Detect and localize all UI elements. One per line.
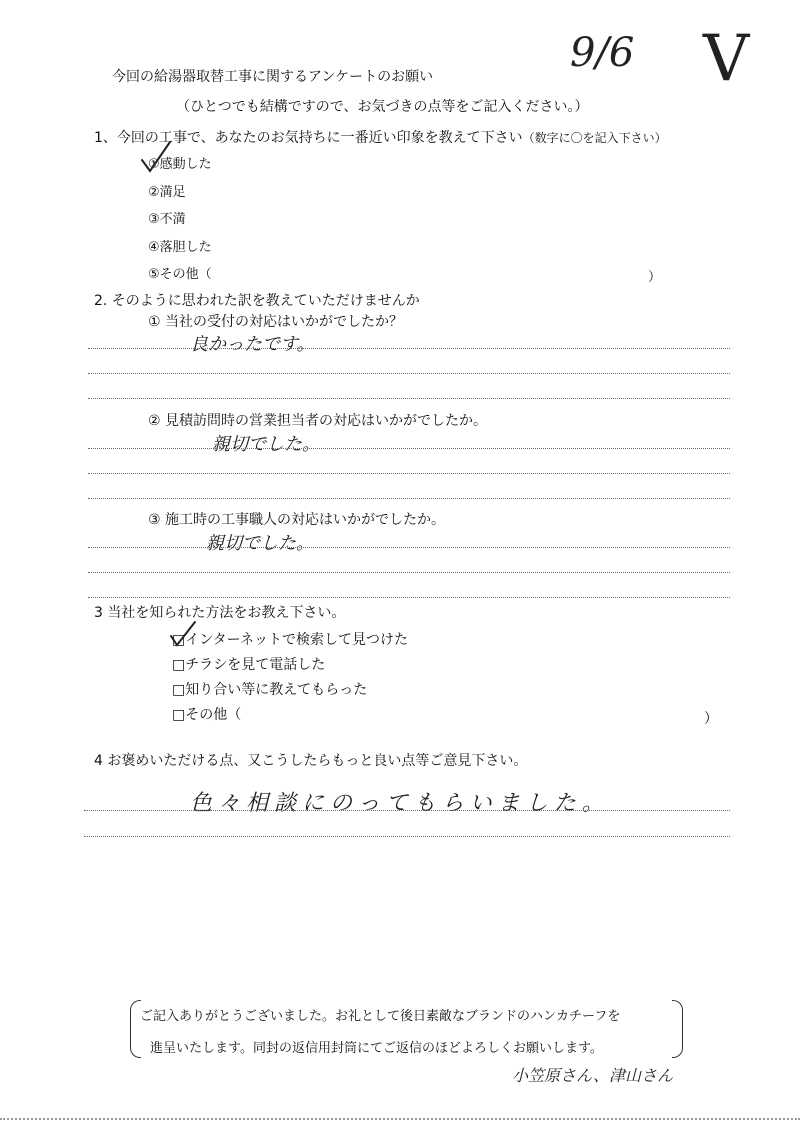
answer-line xyxy=(88,373,730,374)
answer-line xyxy=(88,547,730,548)
q1-question-text: 1、今回の工事で、あなたのお気持ちに一番近い印象を教えて下さい xyxy=(94,130,523,146)
q1-option-3[interactable]: ③不満 xyxy=(148,212,186,227)
survey-title: 今回の給湯器取替工事に関するアンケートのお願い xyxy=(112,69,434,85)
q2-sub2-question: ② 見積訪問時の営業担当者の対応はいかがでしたか。 xyxy=(148,413,487,429)
q3-option-3[interactable]: □知り合い等に教えてもらった xyxy=(172,682,368,698)
footer-bracket-right xyxy=(672,1000,683,1058)
q2-sub1-answer[interactable]: 良かったです。 xyxy=(190,334,315,355)
answer-line xyxy=(88,572,730,573)
q2-sub2-answer[interactable]: 親切でした。 xyxy=(212,434,320,455)
answer-line xyxy=(88,398,730,399)
handwritten-names: 小笠原さん、津山さん xyxy=(512,1066,673,1085)
survey-subtitle: （ひとつでも結構ですので、お気づきの点等をご記入ください。） xyxy=(176,99,589,115)
q2-sub3-question: ③ 施工時の工事職人の対応はいかがでしたか。 xyxy=(148,512,445,528)
q3-option-2[interactable]: □チラシを見て電話した xyxy=(172,657,326,673)
answer-line xyxy=(88,498,730,499)
answer-line xyxy=(88,448,730,449)
q3-option-4-close-paren: ） xyxy=(704,711,718,727)
q4-answer[interactable]: 色々相談にのってもらいました。 xyxy=(190,791,610,816)
handwritten-check: V xyxy=(703,22,750,96)
q1-option-5[interactable]: ⑤その他（ xyxy=(148,267,212,282)
q1-option-2[interactable]: ②満足 xyxy=(148,185,186,200)
q1-option-4[interactable]: ④落胆した xyxy=(148,240,212,255)
q2-sub3-answer[interactable]: 親切でした。 xyxy=(206,533,314,554)
answer-line xyxy=(84,836,730,837)
q1-option-5-close-paren: ） xyxy=(648,270,662,285)
answer-line xyxy=(88,473,730,474)
q3-question: 3 当社を知られた方法をお教え下さい。 xyxy=(94,605,346,621)
q1-question xyxy=(94,127,667,147)
answer-line xyxy=(84,810,730,811)
q3-option-4[interactable]: □その他（ xyxy=(172,707,242,723)
q1-note: （数字に〇を記入下さい） xyxy=(522,131,667,145)
answer-line xyxy=(88,597,730,598)
handwritten-date: 9/6 xyxy=(570,30,635,76)
footer-thanks: ご記入ありがとうございました。お礼として後日素敵なブランドのハンカチーフを xyxy=(140,1009,621,1024)
footer-instructions: 進呈いたします。同封の返信用封筒にてご返信のほどよろしくお願いします。 xyxy=(150,1041,603,1056)
answer-line xyxy=(88,348,730,349)
q4-question: 4 お褒めいただける点、又こうしたらもっと良い点等ご意見下さい。 xyxy=(94,753,528,769)
q2-sub1-question: ① 当社の受付の対応はいかがでしたか？ xyxy=(148,314,403,330)
q3-option-1[interactable]: □インターネットで検索して見つけた xyxy=(172,632,408,648)
q2-question: 2. そのように思われた訳を教えていただけませんか xyxy=(94,293,420,309)
q1-option-1[interactable]: ①感動した xyxy=(148,157,212,172)
page-edge-dots xyxy=(0,1118,800,1120)
